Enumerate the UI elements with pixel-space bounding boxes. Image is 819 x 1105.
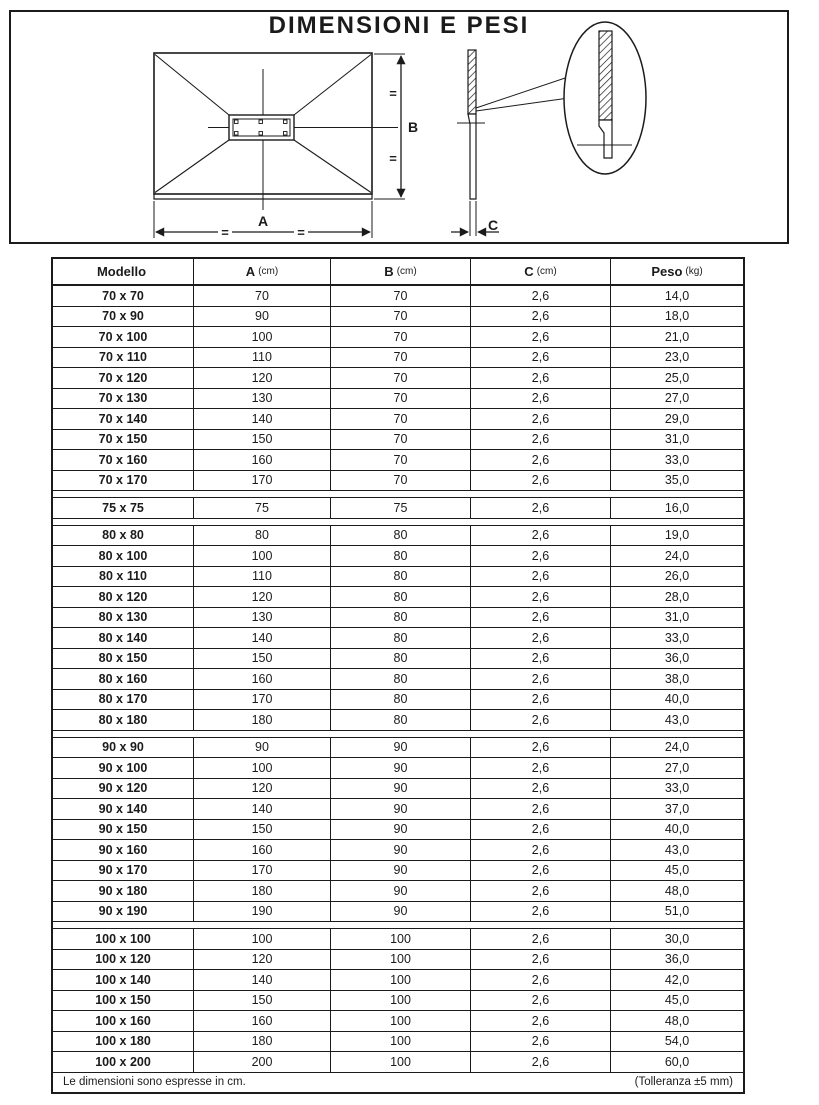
table-row xyxy=(53,778,743,799)
value-cell: 160 xyxy=(194,840,331,860)
header-b xyxy=(331,259,471,284)
value-cell: 60,0 xyxy=(664,1054,690,1069)
model-cell: 100 x 180 xyxy=(53,1032,194,1052)
equal-mark-b-lower: = xyxy=(389,151,397,166)
model-cell: 70 x 170 xyxy=(53,471,194,491)
value-cell: 2,6 xyxy=(471,368,611,388)
dimension-a-label: A xyxy=(257,213,269,229)
model-cell: 70 x 90 xyxy=(53,307,194,327)
header-unit: (cm) xyxy=(396,266,417,277)
header-unit: (cm) xyxy=(258,266,279,277)
value-cell: 18,0 xyxy=(664,309,690,324)
page-title: DIMENSIONI E PESI xyxy=(268,12,530,39)
model-cell: 70 x 70 xyxy=(53,286,194,306)
header-label: Peso xyxy=(651,264,683,279)
model-cell: 70 x 120 xyxy=(53,368,194,388)
model-cell: 90 x 150 xyxy=(53,820,194,840)
size-group xyxy=(53,737,743,923)
table-row xyxy=(53,969,743,990)
table-row xyxy=(53,545,743,566)
value-cell: 2,6 xyxy=(471,1052,611,1072)
value-cell: 70 xyxy=(331,286,471,306)
value-cell: 100 xyxy=(194,546,331,566)
value-cell: 2,6 xyxy=(471,498,611,518)
table-row xyxy=(53,470,743,491)
value-cell: 2,6 xyxy=(471,799,611,819)
value-cell: 70 xyxy=(331,389,471,409)
value-cell: 140 xyxy=(194,628,331,648)
value-cell: 110 xyxy=(194,348,331,368)
table-footer-row xyxy=(53,1073,743,1092)
model-cell: 90 x 170 xyxy=(53,861,194,881)
value-cell: 90 xyxy=(331,840,471,860)
value-cell: 2,6 xyxy=(471,950,611,970)
table-row xyxy=(53,449,743,470)
value-cell: 54,0 xyxy=(664,1034,690,1049)
diagram-panel xyxy=(9,10,789,244)
equal-mark-b-upper: = xyxy=(389,86,397,101)
value-cell: 90 xyxy=(331,779,471,799)
table-row xyxy=(53,738,743,758)
value-cell: 2,6 xyxy=(471,779,611,799)
model-cell: 80 x 130 xyxy=(53,608,194,628)
table-row xyxy=(53,949,743,970)
model-cell: 80 x 100 xyxy=(53,546,194,566)
dimension-b xyxy=(374,54,405,199)
tray-top-view xyxy=(154,53,405,238)
table-row xyxy=(53,648,743,669)
value-cell: 2,6 xyxy=(471,861,611,881)
value-cell: 160 xyxy=(194,1011,331,1031)
value-cell: 33,0 xyxy=(664,452,690,467)
value-cell: 16,0 xyxy=(664,500,690,515)
value-cell: 150 xyxy=(194,430,331,450)
model-cell: 90 x 140 xyxy=(53,799,194,819)
value-cell: 100 xyxy=(331,1052,471,1072)
value-cell: 2,6 xyxy=(471,840,611,860)
model-cell: 100 x 100 xyxy=(53,929,194,949)
value-cell: 36,0 xyxy=(664,651,690,666)
value-cell: 2,6 xyxy=(471,628,611,648)
table-row xyxy=(53,839,743,860)
value-cell: 2,6 xyxy=(471,991,611,1011)
value-cell: 70 xyxy=(331,450,471,470)
header-unit: (cm) xyxy=(536,266,557,277)
value-cell: 2,6 xyxy=(471,1011,611,1031)
drain-grate xyxy=(229,115,294,140)
model-cell: 80 x 110 xyxy=(53,567,194,587)
model-cell: 80 x 170 xyxy=(53,690,194,710)
value-cell: 100 xyxy=(331,1011,471,1031)
value-cell: 160 xyxy=(194,450,331,470)
header-unit: (kg) xyxy=(685,266,703,277)
value-cell: 2,6 xyxy=(471,881,611,901)
value-cell: 2,6 xyxy=(471,430,611,450)
header-a xyxy=(194,259,331,284)
value-cell: 31,0 xyxy=(664,610,690,625)
value-cell: 33,0 xyxy=(664,781,690,796)
value-cell: 2,6 xyxy=(471,567,611,587)
value-cell: 170 xyxy=(194,861,331,881)
value-cell: 48,0 xyxy=(664,883,690,898)
value-cell: 75 xyxy=(194,498,331,518)
model-cell: 90 x 120 xyxy=(53,779,194,799)
value-cell: 80 xyxy=(331,690,471,710)
tolerance-note: (Tolleranza ±5 mm) xyxy=(634,1076,733,1088)
dimensions-note: Le dimensioni sono espresse in cm. xyxy=(63,1076,246,1088)
model-cell: 75 x 75 xyxy=(53,498,194,518)
value-cell: 2,6 xyxy=(471,758,611,778)
value-cell: 100 xyxy=(331,950,471,970)
table-row xyxy=(53,929,743,949)
value-cell: 2,6 xyxy=(471,471,611,491)
value-cell: 2,6 xyxy=(471,608,611,628)
value-cell: 120 xyxy=(194,587,331,607)
value-cell: 150 xyxy=(194,991,331,1011)
size-group xyxy=(53,928,743,1073)
table-row xyxy=(53,1031,743,1052)
table-row xyxy=(53,1010,743,1031)
value-cell: 100 xyxy=(331,1032,471,1052)
value-cell: 2,6 xyxy=(471,669,611,689)
value-cell: 80 xyxy=(331,628,471,648)
model-cell: 90 x 180 xyxy=(53,881,194,901)
table-row xyxy=(53,607,743,628)
value-cell: 25,0 xyxy=(664,370,690,385)
table-row xyxy=(53,860,743,881)
value-cell: 150 xyxy=(194,649,331,669)
value-cell: 70 xyxy=(331,409,471,429)
value-cell: 2,6 xyxy=(471,409,611,429)
table-row xyxy=(53,627,743,648)
value-cell: 90 xyxy=(194,307,331,327)
tray-side-view xyxy=(451,50,583,236)
value-cell: 90 xyxy=(194,738,331,758)
table-row xyxy=(53,526,743,546)
value-cell: 90 xyxy=(331,881,471,901)
value-cell: 45,0 xyxy=(664,863,690,878)
value-cell: 80 xyxy=(331,608,471,628)
table-row xyxy=(53,347,743,368)
value-cell: 80 xyxy=(331,669,471,689)
value-cell: 2,6 xyxy=(471,587,611,607)
model-cell: 100 x 150 xyxy=(53,991,194,1011)
technical-drawing xyxy=(11,12,787,242)
value-cell: 23,0 xyxy=(664,350,690,365)
value-cell: 80 xyxy=(194,526,331,546)
value-cell: 31,0 xyxy=(664,432,690,447)
value-cell: 75 xyxy=(331,498,471,518)
table-row xyxy=(53,286,743,306)
value-cell: 42,0 xyxy=(664,972,690,987)
size-group xyxy=(53,286,743,491)
model-cell: 80 x 160 xyxy=(53,669,194,689)
value-cell: 80 xyxy=(331,526,471,546)
value-cell: 70 xyxy=(331,368,471,388)
table-row xyxy=(53,901,743,922)
value-cell: 80 xyxy=(331,567,471,587)
value-cell: 51,0 xyxy=(664,904,690,919)
table-row xyxy=(53,990,743,1011)
value-cell: 100 xyxy=(331,929,471,949)
model-cell: 90 x 90 xyxy=(53,738,194,758)
value-cell: 70 xyxy=(331,348,471,368)
header-label: B xyxy=(384,264,394,279)
value-cell: 37,0 xyxy=(664,801,690,816)
value-cell: 19,0 xyxy=(664,528,690,543)
value-cell: 2,6 xyxy=(471,348,611,368)
value-cell: 43,0 xyxy=(664,712,690,727)
model-cell: 100 x 160 xyxy=(53,1011,194,1031)
table-row xyxy=(53,586,743,607)
value-cell: 21,0 xyxy=(664,329,690,344)
value-cell: 70 xyxy=(331,327,471,347)
table-row xyxy=(53,819,743,840)
value-cell: 2,6 xyxy=(471,820,611,840)
value-cell: 90 xyxy=(331,902,471,922)
value-cell: 40,0 xyxy=(664,692,690,707)
value-cell: 40,0 xyxy=(664,822,690,837)
value-cell: 180 xyxy=(194,881,331,901)
value-cell: 2,6 xyxy=(471,738,611,758)
table-groups xyxy=(53,286,743,1073)
value-cell: 2,6 xyxy=(471,286,611,306)
table-row xyxy=(53,798,743,819)
value-cell: 100 xyxy=(194,929,331,949)
value-cell: 48,0 xyxy=(664,1013,690,1028)
table-row xyxy=(53,1051,743,1072)
model-cell: 80 x 120 xyxy=(53,587,194,607)
value-cell: 80 xyxy=(331,546,471,566)
value-cell: 2,6 xyxy=(471,307,611,327)
value-cell: 110 xyxy=(194,567,331,587)
value-cell: 140 xyxy=(194,409,331,429)
value-cell: 35,0 xyxy=(664,473,690,488)
dimension-c-label: C xyxy=(488,217,499,233)
value-cell: 70 xyxy=(194,286,331,306)
model-cell: 100 x 200 xyxy=(53,1052,194,1072)
value-cell: 190 xyxy=(194,902,331,922)
table-row xyxy=(53,367,743,388)
value-cell: 2,6 xyxy=(471,970,611,990)
value-cell: 120 xyxy=(194,368,331,388)
value-cell: 2,6 xyxy=(471,1032,611,1052)
value-cell: 180 xyxy=(194,710,331,730)
value-cell: 160 xyxy=(194,669,331,689)
table-row xyxy=(53,757,743,778)
value-cell: 80 xyxy=(331,587,471,607)
value-cell: 2,6 xyxy=(471,690,611,710)
table-row xyxy=(53,408,743,429)
header-label: C xyxy=(524,264,534,279)
table-row xyxy=(53,429,743,450)
size-group xyxy=(53,497,743,519)
table-row xyxy=(53,498,743,518)
model-cell: 90 x 190 xyxy=(53,902,194,922)
value-cell: 90 xyxy=(331,738,471,758)
value-cell: 120 xyxy=(194,950,331,970)
value-cell: 170 xyxy=(194,690,331,710)
table-row xyxy=(53,306,743,327)
model-cell: 70 x 160 xyxy=(53,450,194,470)
value-cell: 70 xyxy=(331,430,471,450)
value-cell: 140 xyxy=(194,799,331,819)
table-row xyxy=(53,668,743,689)
value-cell: 130 xyxy=(194,608,331,628)
value-cell: 100 xyxy=(331,991,471,1011)
model-cell: 80 x 80 xyxy=(53,526,194,546)
model-cell: 80 x 140 xyxy=(53,628,194,648)
value-cell: 200 xyxy=(194,1052,331,1072)
model-cell: 90 x 160 xyxy=(53,840,194,860)
value-cell: 43,0 xyxy=(664,842,690,857)
model-cell: 100 x 120 xyxy=(53,950,194,970)
value-cell: 27,0 xyxy=(664,391,690,406)
value-cell: 90 xyxy=(331,799,471,819)
value-cell: 80 xyxy=(331,710,471,730)
table-row xyxy=(53,388,743,409)
header-peso xyxy=(611,259,743,284)
value-cell: 2,6 xyxy=(471,389,611,409)
value-cell: 170 xyxy=(194,471,331,491)
value-cell: 100 xyxy=(331,970,471,990)
value-cell: 130 xyxy=(194,389,331,409)
value-cell: 2,6 xyxy=(471,546,611,566)
value-cell: 33,0 xyxy=(664,630,690,645)
value-cell: 100 xyxy=(194,758,331,778)
model-cell: 100 x 140 xyxy=(53,970,194,990)
value-cell: 90 xyxy=(331,820,471,840)
table-header-row xyxy=(53,259,743,286)
equal-mark-a-right: = xyxy=(297,225,305,240)
header-label: Modello xyxy=(96,264,147,279)
value-cell: 140 xyxy=(194,970,331,990)
value-cell: 90 xyxy=(331,758,471,778)
model-cell: 90 x 100 xyxy=(53,758,194,778)
dimension-b-label: B xyxy=(408,119,419,135)
value-cell: 45,0 xyxy=(664,993,690,1008)
model-cell: 70 x 110 xyxy=(53,348,194,368)
value-cell: 14,0 xyxy=(664,288,690,303)
value-cell: 2,6 xyxy=(471,649,611,669)
value-cell: 29,0 xyxy=(664,411,690,426)
value-cell: 150 xyxy=(194,820,331,840)
detail-view xyxy=(564,22,646,174)
value-cell: 2,6 xyxy=(471,710,611,730)
table-row xyxy=(53,566,743,587)
model-cell: 70 x 100 xyxy=(53,327,194,347)
table-row xyxy=(53,689,743,710)
model-cell: 70 x 150 xyxy=(53,430,194,450)
size-group xyxy=(53,525,743,731)
value-cell: 70 xyxy=(331,471,471,491)
header-label: A xyxy=(245,264,256,279)
value-cell: 180 xyxy=(194,1032,331,1052)
value-cell: 26,0 xyxy=(664,569,690,584)
value-cell: 2,6 xyxy=(471,450,611,470)
value-cell: 2,6 xyxy=(471,327,611,347)
value-cell: 2,6 xyxy=(471,526,611,546)
model-cell: 70 x 140 xyxy=(53,409,194,429)
value-cell: 24,0 xyxy=(664,548,690,563)
value-cell: 80 xyxy=(331,649,471,669)
model-cell: 70 x 130 xyxy=(53,389,194,409)
header-modello xyxy=(53,259,194,284)
value-cell: 100 xyxy=(194,327,331,347)
value-cell: 27,0 xyxy=(664,760,690,775)
spec-table xyxy=(51,257,745,1094)
header-c xyxy=(471,259,611,284)
value-cell: 38,0 xyxy=(664,671,690,686)
table-row xyxy=(53,326,743,347)
value-cell: 70 xyxy=(331,307,471,327)
value-cell: 30,0 xyxy=(664,931,690,946)
value-cell: 2,6 xyxy=(471,902,611,922)
value-cell: 36,0 xyxy=(664,952,690,967)
value-cell: 28,0 xyxy=(664,589,690,604)
value-cell: 2,6 xyxy=(471,929,611,949)
model-cell: 80 x 150 xyxy=(53,649,194,669)
table-row xyxy=(53,709,743,730)
equal-mark-a-left: = xyxy=(221,225,229,240)
value-cell: 24,0 xyxy=(664,740,690,755)
table-row xyxy=(53,880,743,901)
model-cell: 80 x 180 xyxy=(53,710,194,730)
value-cell: 90 xyxy=(331,861,471,881)
value-cell: 120 xyxy=(194,779,331,799)
